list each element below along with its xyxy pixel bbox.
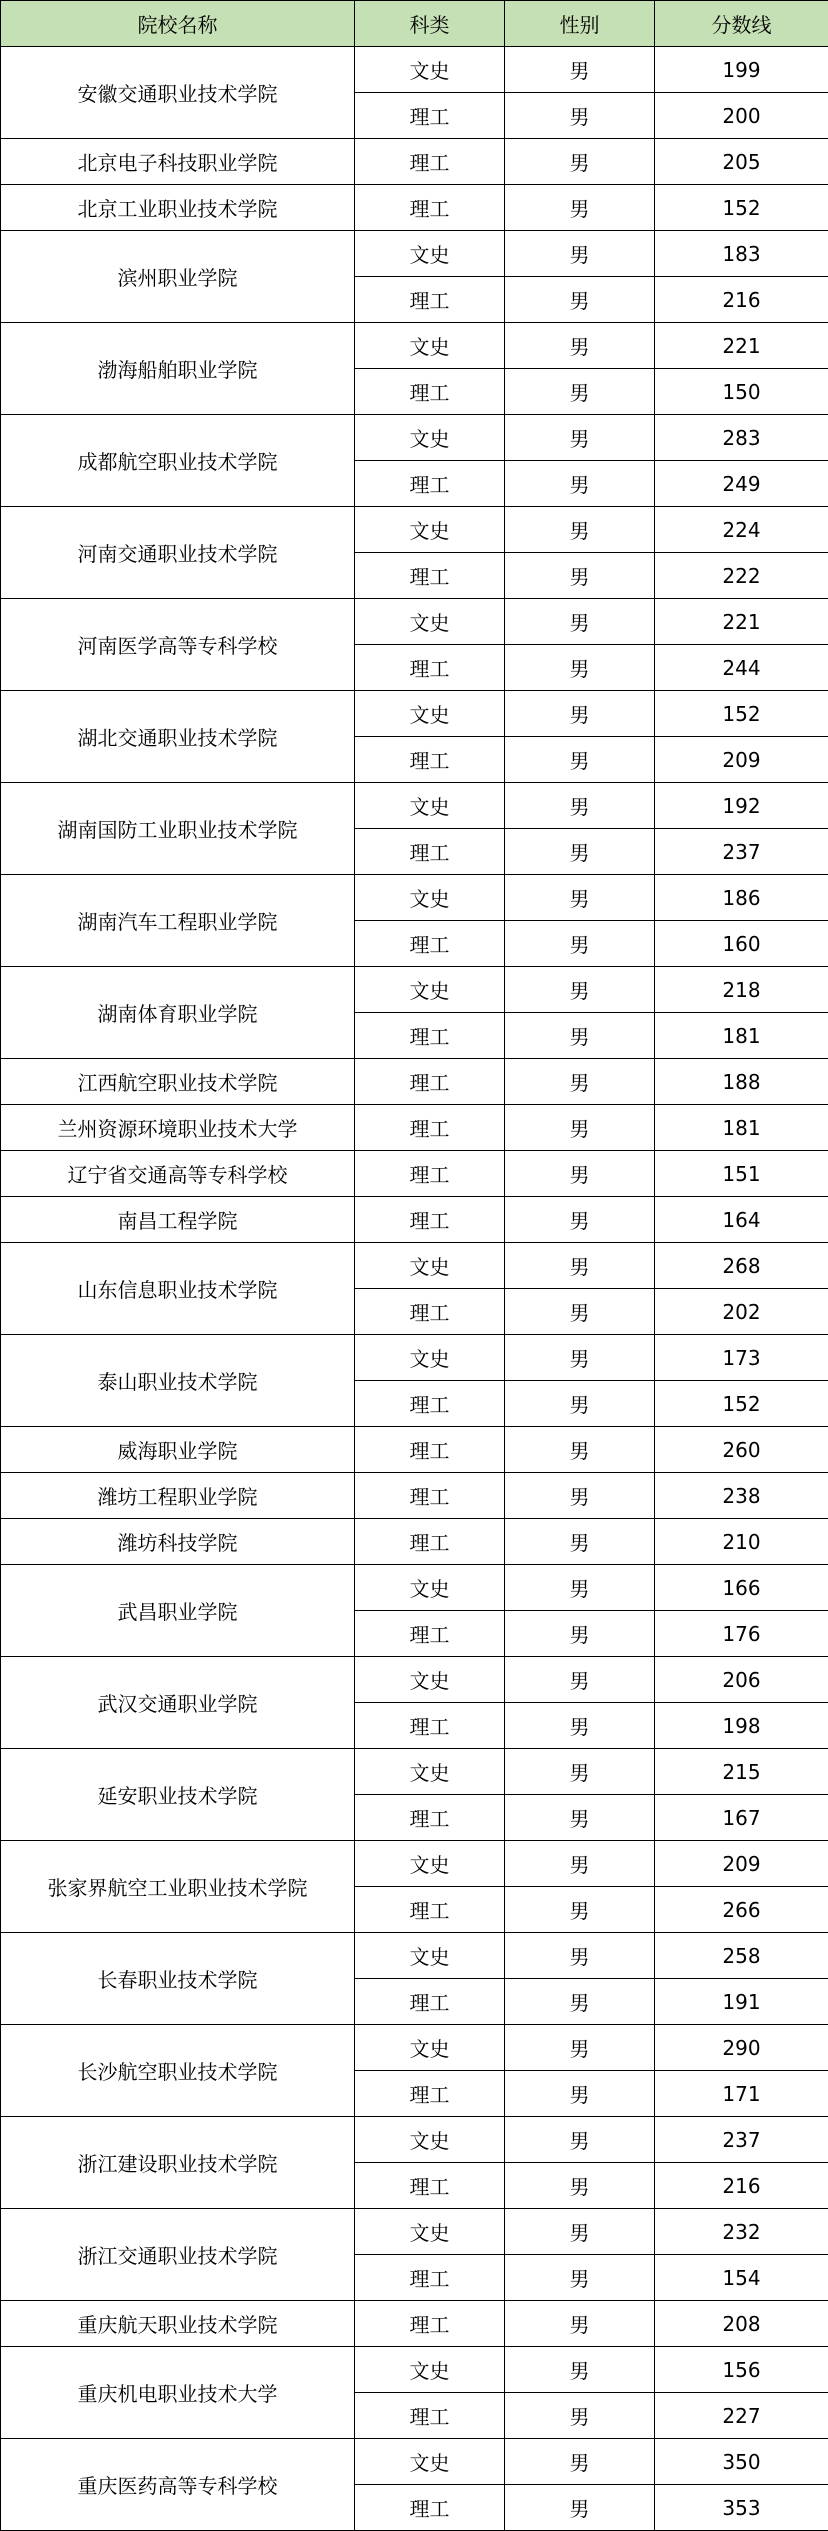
school-name-cell: 渤海船舶职业学院 — [1, 323, 355, 415]
subject-cell: 文史 — [355, 783, 505, 829]
subject-cell: 文史 — [355, 1841, 505, 1887]
subject-cell: 文史 — [355, 2209, 505, 2255]
school-name-cell: 湖南汽车工程职业学院 — [1, 875, 355, 967]
gender-cell: 男 — [505, 1105, 655, 1151]
gender-cell: 男 — [505, 967, 655, 1013]
school-name-cell: 重庆医药高等专科学校 — [1, 2439, 355, 2531]
school-name-cell: 成都航空职业技术学院 — [1, 415, 355, 507]
score-cell: 258 — [655, 1933, 828, 1979]
school-name-cell: 滨州职业学院 — [1, 231, 355, 323]
gender-cell: 男 — [505, 139, 655, 185]
table-row — [1, 1933, 828, 1979]
table-row — [1, 139, 828, 185]
score-cell: 202 — [655, 1289, 828, 1335]
table-row — [1, 231, 828, 277]
subject-cell: 文史 — [355, 1933, 505, 1979]
gender-cell: 男 — [505, 461, 655, 507]
score-cell: 210 — [655, 1519, 828, 1565]
score-cell: 232 — [655, 2209, 828, 2255]
table-row — [1, 1657, 828, 1703]
school-name-cell: 潍坊科技学院 — [1, 1519, 355, 1565]
score-cell: 216 — [655, 2163, 828, 2209]
score-cell: 260 — [655, 1427, 828, 1473]
score-cell: 154 — [655, 2255, 828, 2301]
score-cell: 206 — [655, 1657, 828, 1703]
score-cell: 171 — [655, 2071, 828, 2117]
school-name-cell: 河南医学高等专科学校 — [1, 599, 355, 691]
gender-cell: 男 — [505, 1243, 655, 1289]
gender-cell: 男 — [505, 231, 655, 277]
score-cell: 181 — [655, 1013, 828, 1059]
score-cell: 160 — [655, 921, 828, 967]
score-cell: 218 — [655, 967, 828, 1013]
table-row — [1, 1473, 828, 1519]
subject-cell: 理工 — [355, 829, 505, 875]
subject-cell: 理工 — [355, 737, 505, 783]
subject-cell: 文史 — [355, 323, 505, 369]
gender-cell: 男 — [505, 2255, 655, 2301]
table-row — [1, 1519, 828, 1565]
score-cell: 216 — [655, 277, 828, 323]
subject-cell: 文史 — [355, 1335, 505, 1381]
subject-cell: 理工 — [355, 1381, 505, 1427]
subject-cell: 文史 — [355, 1749, 505, 1795]
gender-cell: 男 — [505, 783, 655, 829]
school-name-cell: 重庆机电职业技术大学 — [1, 2347, 355, 2439]
gender-cell: 男 — [505, 2485, 655, 2531]
gender-cell: 男 — [505, 1381, 655, 1427]
score-cell: 208 — [655, 2301, 828, 2347]
table-row — [1, 1059, 828, 1105]
subject-cell: 文史 — [355, 875, 505, 921]
score-cell: 266 — [655, 1887, 828, 1933]
gender-cell: 男 — [505, 323, 655, 369]
subject-cell: 理工 — [355, 1979, 505, 2025]
school-name-cell: 重庆航天职业技术学院 — [1, 2301, 355, 2347]
score-cell: 215 — [655, 1749, 828, 1795]
subject-cell: 理工 — [355, 2485, 505, 2531]
subject-cell: 文史 — [355, 2117, 505, 2163]
score-cell: 237 — [655, 829, 828, 875]
school-name-cell: 湖南体育职业学院 — [1, 967, 355, 1059]
subject-cell: 文史 — [355, 231, 505, 277]
gender-cell: 男 — [505, 921, 655, 967]
score-cell: 290 — [655, 2025, 828, 2071]
gender-cell: 男 — [505, 277, 655, 323]
score-cell: 191 — [655, 1979, 828, 2025]
subject-cell: 文史 — [355, 1657, 505, 1703]
school-name-cell: 南昌工程学院 — [1, 1197, 355, 1243]
gender-cell: 男 — [505, 1611, 655, 1657]
gender-cell: 男 — [505, 2025, 655, 2071]
gender-cell: 男 — [505, 2439, 655, 2485]
score-cell: 222 — [655, 553, 828, 599]
subject-cell: 理工 — [355, 369, 505, 415]
subject-cell: 理工 — [355, 2393, 505, 2439]
header-score: 分数线 — [655, 1, 828, 47]
gender-cell: 男 — [505, 1335, 655, 1381]
subject-cell: 理工 — [355, 1289, 505, 1335]
score-cell: 199 — [655, 47, 828, 93]
gender-cell: 男 — [505, 1427, 655, 1473]
score-cell: 181 — [655, 1105, 828, 1151]
header-school-name: 院校名称 — [1, 1, 355, 47]
table-row — [1, 1565, 828, 1611]
table-header-row — [1, 1, 828, 47]
table-row — [1, 1749, 828, 1795]
table-body — [1, 47, 828, 2531]
subject-cell: 理工 — [355, 1059, 505, 1105]
school-name-cell: 张家界航空工业职业技术学院 — [1, 1841, 355, 1933]
score-cell: 237 — [655, 2117, 828, 2163]
gender-cell: 男 — [505, 2209, 655, 2255]
table-row — [1, 2209, 828, 2255]
table-row — [1, 2117, 828, 2163]
gender-cell: 男 — [505, 1887, 655, 1933]
gender-cell: 男 — [505, 1013, 655, 1059]
subject-cell: 理工 — [355, 2255, 505, 2301]
gender-cell: 男 — [505, 1059, 655, 1105]
school-name-cell: 潍坊工程职业学院 — [1, 1473, 355, 1519]
score-cell: 152 — [655, 1381, 828, 1427]
score-cell: 209 — [655, 737, 828, 783]
table-row — [1, 875, 828, 921]
subject-cell: 理工 — [355, 645, 505, 691]
gender-cell: 男 — [505, 93, 655, 139]
subject-cell: 文史 — [355, 2025, 505, 2071]
score-cell: 151 — [655, 1151, 828, 1197]
subject-cell: 文史 — [355, 47, 505, 93]
table-row — [1, 2025, 828, 2071]
table-row — [1, 507, 828, 553]
gender-cell: 男 — [505, 1979, 655, 2025]
score-cell: 353 — [655, 2485, 828, 2531]
score-cell: 200 — [655, 93, 828, 139]
score-cell: 224 — [655, 507, 828, 553]
header-subject: 科类 — [355, 1, 505, 47]
gender-cell: 男 — [505, 553, 655, 599]
subject-cell: 理工 — [355, 139, 505, 185]
gender-cell: 男 — [505, 185, 655, 231]
subject-cell: 理工 — [355, 1473, 505, 1519]
subject-cell: 文史 — [355, 967, 505, 1013]
gender-cell: 男 — [505, 1197, 655, 1243]
subject-cell: 理工 — [355, 1105, 505, 1151]
school-name-cell: 延安职业技术学院 — [1, 1749, 355, 1841]
gender-cell: 男 — [505, 645, 655, 691]
subject-cell: 理工 — [355, 461, 505, 507]
subject-cell: 文史 — [355, 2439, 505, 2485]
table-row — [1, 2439, 828, 2485]
subject-cell: 理工 — [355, 1611, 505, 1657]
score-cell: 268 — [655, 1243, 828, 1289]
subject-cell: 文史 — [355, 507, 505, 553]
gender-cell: 男 — [505, 2393, 655, 2439]
gender-cell: 男 — [505, 507, 655, 553]
subject-cell: 文史 — [355, 1243, 505, 1289]
subject-cell: 理工 — [355, 1795, 505, 1841]
gender-cell: 男 — [505, 2347, 655, 2393]
school-name-cell: 长春职业技术学院 — [1, 1933, 355, 2025]
header-gender: 性别 — [505, 1, 655, 47]
table-row — [1, 2347, 828, 2393]
score-cell: 283 — [655, 415, 828, 461]
school-name-cell: 武汉交通职业学院 — [1, 1657, 355, 1749]
table-row — [1, 323, 828, 369]
gender-cell: 男 — [505, 2163, 655, 2209]
gender-cell: 男 — [505, 875, 655, 921]
gender-cell: 男 — [505, 2117, 655, 2163]
score-cell: 173 — [655, 1335, 828, 1381]
gender-cell: 男 — [505, 1565, 655, 1611]
subject-cell: 理工 — [355, 93, 505, 139]
subject-cell: 理工 — [355, 1013, 505, 1059]
table-row — [1, 1197, 828, 1243]
gender-cell: 男 — [505, 1749, 655, 1795]
subject-cell: 理工 — [355, 2071, 505, 2117]
score-cell: 198 — [655, 1703, 828, 1749]
gender-cell: 男 — [505, 1841, 655, 1887]
score-cell: 192 — [655, 783, 828, 829]
score-cell: 209 — [655, 1841, 828, 1887]
table-row — [1, 967, 828, 1013]
table-row — [1, 599, 828, 645]
gender-cell: 男 — [505, 691, 655, 737]
school-name-cell: 武昌职业学院 — [1, 1565, 355, 1657]
school-name-cell: 浙江建设职业技术学院 — [1, 2117, 355, 2209]
table-row — [1, 47, 828, 93]
table-row — [1, 185, 828, 231]
table-row — [1, 1243, 828, 1289]
subject-cell: 理工 — [355, 2163, 505, 2209]
gender-cell: 男 — [505, 1703, 655, 1749]
score-cell: 186 — [655, 875, 828, 921]
school-name-cell: 长沙航空职业技术学院 — [1, 2025, 355, 2117]
school-name-cell: 江西航空职业技术学院 — [1, 1059, 355, 1105]
school-name-cell: 北京工业职业技术学院 — [1, 185, 355, 231]
school-name-cell: 泰山职业技术学院 — [1, 1335, 355, 1427]
subject-cell: 理工 — [355, 1887, 505, 1933]
gender-cell: 男 — [505, 415, 655, 461]
gender-cell: 男 — [505, 1289, 655, 1335]
subject-cell: 理工 — [355, 1427, 505, 1473]
table-row — [1, 415, 828, 461]
subject-cell: 理工 — [355, 1151, 505, 1197]
score-cell: 164 — [655, 1197, 828, 1243]
score-cell: 167 — [655, 1795, 828, 1841]
score-cell: 183 — [655, 231, 828, 277]
school-name-cell: 浙江交通职业技术学院 — [1, 2209, 355, 2301]
gender-cell: 男 — [505, 47, 655, 93]
school-name-cell: 湖南国防工业职业技术学院 — [1, 783, 355, 875]
score-cell: 205 — [655, 139, 828, 185]
gender-cell: 男 — [505, 1657, 655, 1703]
subject-cell: 理工 — [355, 1703, 505, 1749]
school-name-cell: 威海职业学院 — [1, 1427, 355, 1473]
subject-cell: 文史 — [355, 599, 505, 645]
table-row — [1, 1105, 828, 1151]
gender-cell: 男 — [505, 737, 655, 783]
score-cell: 238 — [655, 1473, 828, 1519]
school-name-cell: 安徽交通职业技术学院 — [1, 47, 355, 139]
score-cell: 176 — [655, 1611, 828, 1657]
score-cell: 152 — [655, 185, 828, 231]
subject-cell: 文史 — [355, 1565, 505, 1611]
table-row — [1, 2301, 828, 2347]
subject-cell: 文史 — [355, 691, 505, 737]
school-name-cell: 辽宁省交通高等专科学校 — [1, 1151, 355, 1197]
score-cell: 249 — [655, 461, 828, 507]
gender-cell: 男 — [505, 1795, 655, 1841]
score-cell: 221 — [655, 323, 828, 369]
subject-cell: 理工 — [355, 921, 505, 967]
subject-cell: 理工 — [355, 553, 505, 599]
gender-cell: 男 — [505, 2071, 655, 2117]
score-cell: 244 — [655, 645, 828, 691]
score-cell: 188 — [655, 1059, 828, 1105]
score-cell: 152 — [655, 691, 828, 737]
school-name-cell: 山东信息职业技术学院 — [1, 1243, 355, 1335]
score-cell: 156 — [655, 2347, 828, 2393]
table-row — [1, 1151, 828, 1197]
score-cell: 350 — [655, 2439, 828, 2485]
table-row — [1, 1427, 828, 1473]
school-name-cell: 北京电子科技职业学院 — [1, 139, 355, 185]
table-row — [1, 783, 828, 829]
score-cell: 150 — [655, 369, 828, 415]
subject-cell: 理工 — [355, 1197, 505, 1243]
score-cell: 166 — [655, 1565, 828, 1611]
score-cell: 227 — [655, 2393, 828, 2439]
gender-cell: 男 — [505, 1933, 655, 1979]
gender-cell: 男 — [505, 829, 655, 875]
school-name-cell: 湖北交通职业技术学院 — [1, 691, 355, 783]
subject-cell: 理工 — [355, 185, 505, 231]
school-name-cell: 兰州资源环境职业技术大学 — [1, 1105, 355, 1151]
subject-cell: 理工 — [355, 2301, 505, 2347]
gender-cell: 男 — [505, 1151, 655, 1197]
table-row — [1, 1335, 828, 1381]
table-row — [1, 691, 828, 737]
gender-cell: 男 — [505, 1473, 655, 1519]
subject-cell: 理工 — [355, 1519, 505, 1565]
school-name-cell: 河南交通职业技术学院 — [1, 507, 355, 599]
table-row — [1, 1841, 828, 1887]
subject-cell: 理工 — [355, 277, 505, 323]
gender-cell: 男 — [505, 1519, 655, 1565]
gender-cell: 男 — [505, 369, 655, 415]
subject-cell: 文史 — [355, 2347, 505, 2393]
subject-cell: 文史 — [355, 415, 505, 461]
score-cell: 221 — [655, 599, 828, 645]
gender-cell: 男 — [505, 599, 655, 645]
gender-cell: 男 — [505, 2301, 655, 2347]
